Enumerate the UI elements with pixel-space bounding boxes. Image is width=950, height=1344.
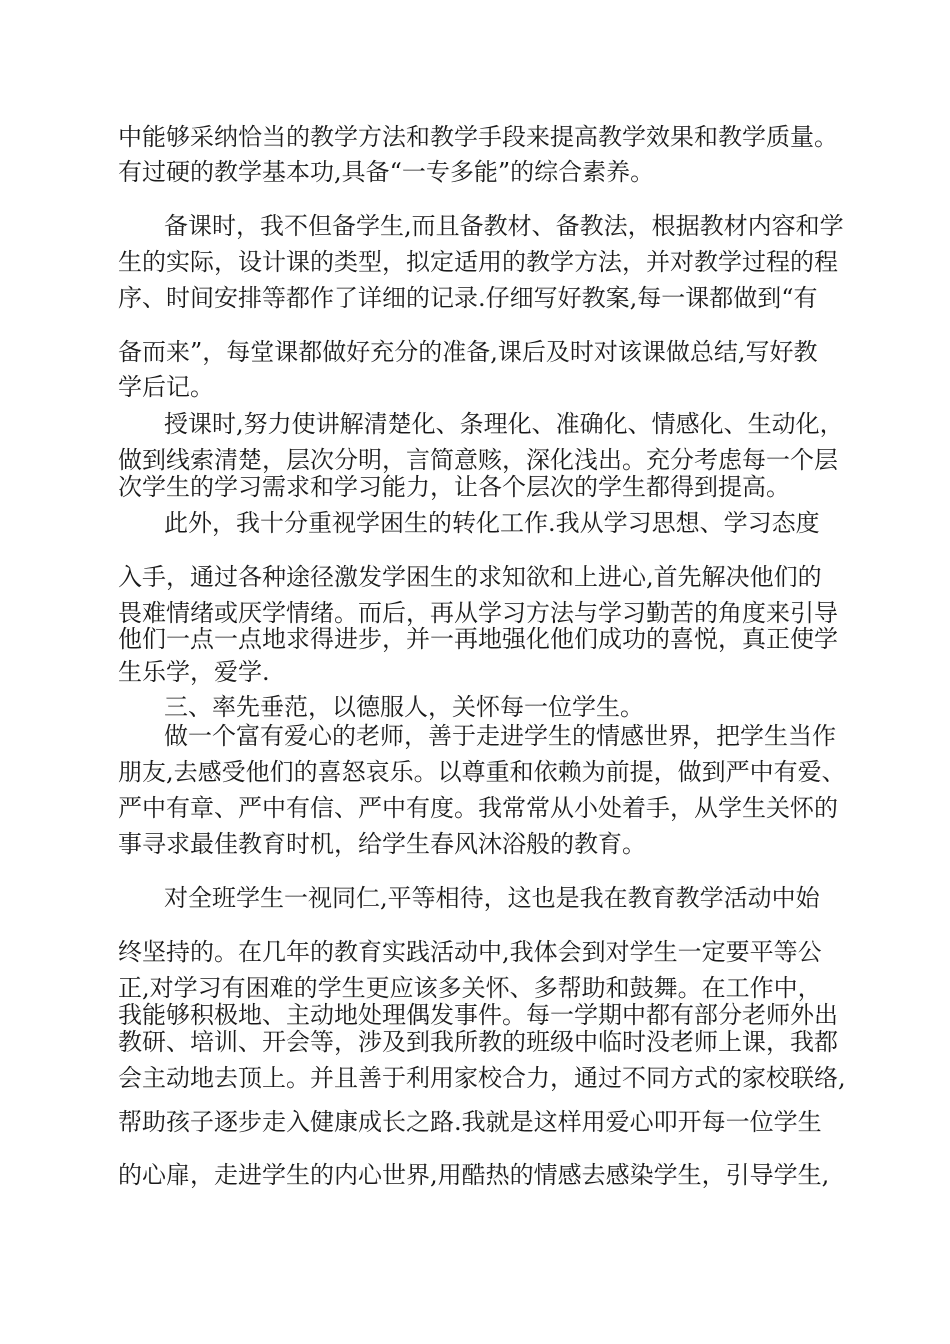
text-line: 生的实际，设计课的类型，拟定适用的教学方法，并对教学过程的程 [118, 248, 838, 276]
text-line: 事寻求最佳教育时机，给学生春风沐浴般的教育。 [118, 830, 646, 858]
text-line: 我能够积极地、主动地处理偶发事件。每一学期中都有部分老师外出 [118, 1001, 838, 1029]
text-line: 的心扉，走进学生的内心世界,用酷热的情感去感染学生，引导学生, [118, 1161, 830, 1189]
text-line: 严中有章、严中有信、严中有度。我常常从小处着手，从学生关怀的 [118, 794, 838, 822]
text-line: 会主动地去顶上。并且善于利用家校合力，通过不同方式的家校联络, [118, 1064, 846, 1092]
text-line: 中能够采纳恰当的教学方法和教学手段来提高教学效果和教学质量。 [118, 123, 838, 151]
text-line: 学后记。 [118, 373, 214, 401]
text-line: 入手，通过各种途径激发学困生的求知欲和上进心,首先解决他们的 [118, 563, 822, 591]
text-line: 终坚持的。在几年的教育实践活动中,我体会到对学生一定要平等公 [118, 938, 822, 966]
text-line: 有过硬的教学基本功,具备“一专多能”的综合素养。 [118, 158, 655, 186]
text-line: 备而来”，每堂课都做好充分的准备,课后及时对该课做总结,写好教 [118, 338, 818, 366]
text-line: 他们一点一点地求得进步，并一再地强化他们成功的喜悦，真正使学 [118, 625, 838, 653]
text-line: 授课时,努力使讲解清楚化、条理化、准确化、情感化、生动化， [164, 410, 844, 438]
text-line: 备课时，我不但备学生,而且备教材、备教法，根据教材内容和学 [164, 212, 844, 240]
text-line: 此外，我十分重视学困生的转化工作.我从学习思想、学习态度 [164, 509, 820, 537]
text-line: 对全班学生一视同仁,平等相待，这也是我在教育教学活动中始 [164, 884, 820, 912]
text-line: 教研、培训、开会等，涉及到我所教的班级中临时没老师上课，我都 [118, 1028, 838, 1056]
text-line: 帮助孩子逐步走入健康成长之路.我就是这样用爱心叩开每一位学生 [118, 1108, 822, 1136]
section-heading: 三、率先垂范，以德服人，关怀每一位学生。 [164, 693, 644, 721]
text-line: 生乐学，爱学. [118, 658, 270, 686]
text-line: 次学生的学习需求和学习能力，让各个层次的学生都得到提高。 [118, 473, 790, 501]
text-line: 做到线索清楚，层次分明，言简意赅，深化浅出。充分考虑每一个层 [118, 446, 838, 474]
text-line: 正,对学习有困难的学生更应该多关怀、多帮助和鼓舞。在工作中， [118, 974, 822, 1002]
text-line: 畏难情绪或厌学情绪。而后，再从学习方法与学习勤苦的角度来引导 [118, 599, 838, 627]
text-line: 朋友,去感受他们的喜怒哀乐。以尊重和依赖为前提，做到严中有爱、 [118, 758, 846, 786]
text-line: 做一个富有爱心的老师，善于走进学生的情感世界，把学生当作 [164, 722, 836, 750]
text-line: 序、时间安排等都作了详细的记录.仔细写好教案,每一课都做到“有 [118, 284, 818, 312]
